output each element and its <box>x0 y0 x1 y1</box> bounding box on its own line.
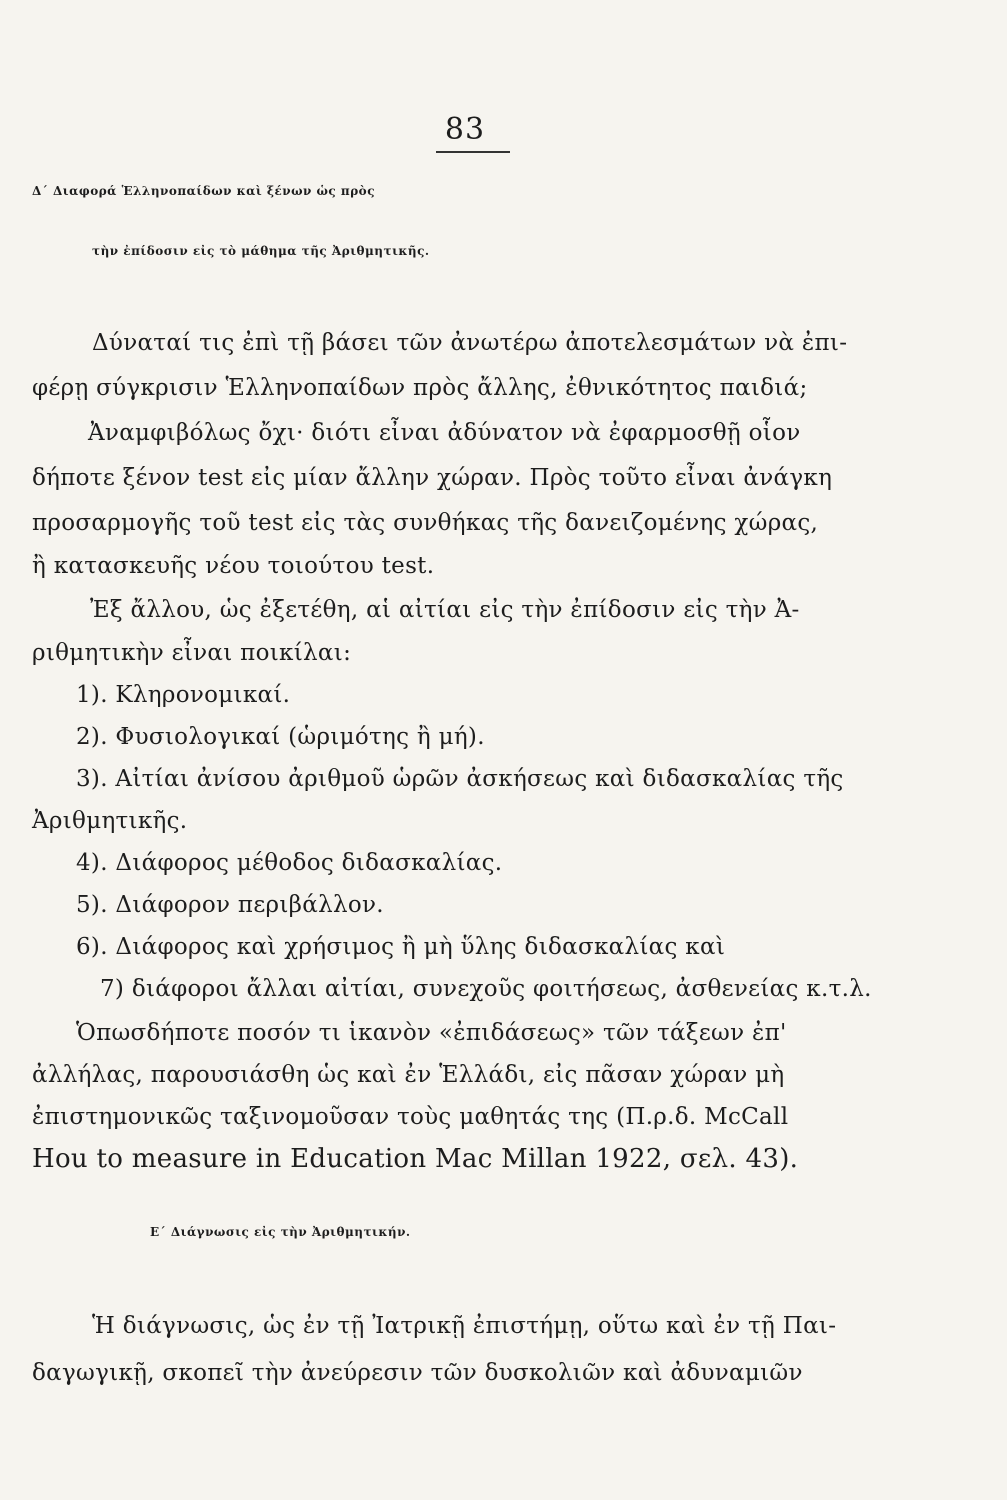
list-item: 7) διάφοροι ἄλλαι αἰτίαι, συνεχοῦς φοιτήσεως, ἀσθενείας κ.τ.λ. <box>100 976 872 1002</box>
section-d-heading-line-1: Δ΄ Διαφορά Ἑλληνοπαίδων καὶ ξένων ὡς πρὸς <box>32 184 375 198</box>
body-line: Δύναταί τις ἐπὶ τῇ βάσει τῶν ἀνωτέρω ἀποτελεσμάτων νὰ ἐπι- <box>92 330 848 356</box>
section-d-heading-line-2: τὴν ἐπίδοσιν εἰς τὸ μάθημα τῆς Ἀριθμητικῆς. <box>92 244 430 258</box>
body-line: ριθμητικὴν εἶναι ποικίλαι: <box>32 640 352 666</box>
body-line: φέρῃ σύγκρισιν Ἑλληνοπαίδων πρὸς ἄλλης, ἐθνικότητος παιδιά; <box>32 375 808 401</box>
body-line: ἀλλήλας, παρουσιάσθη ὡς καὶ ἐν Ἑλλάδι, εἰς πᾶσαν χώραν μὴ <box>32 1062 785 1088</box>
list-item: 1). Κληρονομικαί. <box>76 682 291 708</box>
body-line: δαγωγικῇ, σκοπεῖ τὴν ἀνεύρεσιν τῶν δυσκολιῶν καὶ ἀδυναμιῶν <box>32 1360 803 1386</box>
body-line: προσαρμογῆς τοῦ test εἰς τὰς συνθήκας τῆς δανειζομένης χώρας, <box>32 510 819 536</box>
list-item: 4). Διάφορος μέθοδος διδασκαλίας. <box>76 850 503 876</box>
body-line: ἢ κατασκευῆς νέου τοιούτου test. <box>32 553 435 579</box>
body-line: Ἀναμφιβόλως ὄχι· διότι εἶναι ἀδύνατον νὰ ἐφαρμοσθῇ οἷον <box>88 420 801 446</box>
page-number: 83 <box>444 112 486 147</box>
body-line: Ἐξ ἄλλου, ὡς ἐξετέθη, αἱ αἰτίαι εἰς τὴν ἐπίδοσιν εἰς τὴν Ἀ- <box>90 597 800 623</box>
body-line: Ἡ διάγνωσις, ὡς ἐν τῇ Ἰατρικῇ ἐπιστήμῃ, οὕτω καὶ ἐν τῇ Παι- <box>92 1313 837 1339</box>
list-item: 5). Διάφορον περιβάλλον. <box>76 892 384 918</box>
section-e-heading: Ε΄ Διάγνωσις εἰς τὴν Ἀριθμητικήν. <box>150 1225 411 1239</box>
list-item-continuation: Ἀριθμητικῆς. <box>32 808 188 834</box>
body-line: Ὁπωσδήποτε ποσόν τι ἱκανὸν «ἐπιδάσεως» τῶν τάξεων ἐπ' <box>76 1020 787 1046</box>
body-line: Hou to measure in Education Mac Millan 1922, σελ. 43). <box>32 1144 799 1174</box>
page-number-rule <box>436 151 510 153</box>
body-line: ἐπιστημονικῶς ταξινομοῦσαν τοὺς μαθητάς της (Π.ρ.δ. McCall <box>32 1104 789 1130</box>
body-line: δήποτε ξένον test εἰς μίαν ἄλλην χώραν. Πρὸς τοῦτο εἶναι ἀνάγκη <box>32 465 833 491</box>
list-item: 3). Αἰτίαι ἀνίσου ἀριθμοῦ ὡρῶν ἀσκήσεως καὶ διδασκαλίας τῆς <box>76 766 844 792</box>
list-item: 6). Διάφορος καὶ χρήσιμος ἢ μὴ ὕλης διδασκαλίας καὶ <box>76 934 726 960</box>
list-item: 2). Φυσιολογικαί (ὡριμότης ἢ μή). <box>76 724 485 750</box>
